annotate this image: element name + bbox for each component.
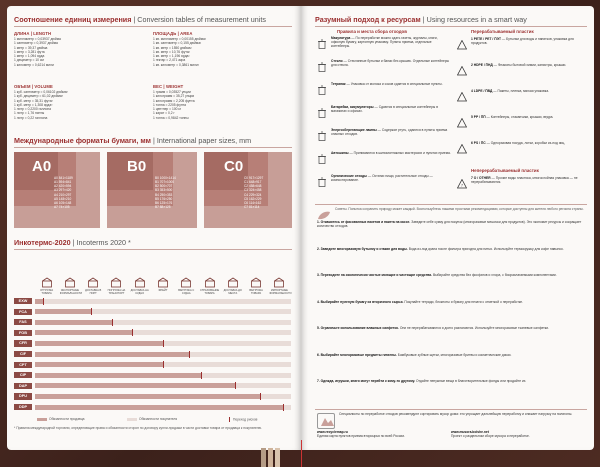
tip-text: Выбирайте средства без фосфатов и хлора, с биоразлагаемыми компонентами.	[432, 273, 557, 277]
waste-item-name: Батарейки, аккумуляторы	[331, 105, 374, 109]
tip-number: 2.	[317, 246, 320, 251]
plastic-item: 6 PS / ПС — Одноразовая посуда, лотки, коробки из-под яиц.	[471, 141, 566, 145]
plastic-code: 4 LDPE / ПВД	[471, 89, 493, 93]
tip-item	[317, 220, 585, 228]
tip-item	[317, 353, 585, 357]
buyer-obligation-bar	[260, 394, 291, 399]
plastic-item: 2 HDPE / ПНД — Флаконы бытовой химии, канистры, крышки.	[471, 63, 567, 67]
waste-item-name: Макулатура	[331, 36, 351, 40]
waste-category-icon	[317, 59, 327, 69]
waste-item: Органические отходы — Остатки пищи, растительные отходы — компостирование.	[331, 174, 433, 183]
seller-obligation-bar	[35, 405, 283, 410]
musora-link[interactable]: www.musora.bolshe.net	[451, 430, 489, 434]
incoterms-row	[14, 339, 288, 347]
incoterms-row	[14, 350, 288, 358]
plastic-item: 4 LDPE / ПВД — Пакеты, пленка, мягкая упаковка.	[471, 89, 550, 93]
length-table: 1 миллиметр = 0,03937 дюйма 1 сантиметр = 0,3937 дюйма 1 метр = 39,37 дюйма 1 метр = 3,281 фута 1 метр = 1,094 ярда 1 дециметр = 10 см 1 километр = 0,6214 мили	[14, 37, 61, 67]
tips-intro: Советы. Попытка сохранить природу может каждый. Воспользуйтесь нашими простыми рекомендациями, которые доступны для жителя любого региона страны.	[335, 207, 584, 211]
buyer-obligation-bar	[112, 320, 291, 325]
waste-item: Автошины — Принимаются в шиномонтажных мастерских и пунктах приема.	[331, 151, 451, 155]
footer-left: www.recyclemap.ru Единая карта пунктов приема вторсырья по всей России.	[317, 430, 406, 439]
incoterms-code: EXW	[14, 298, 32, 304]
recycle-7-icon	[457, 176, 467, 186]
footer-note: Специалисты по переработке отходов рекомендуют сортировать мусор дома: это упрощает дальнейшую переработку и снижает нагрузку на полигоны.	[339, 412, 573, 416]
left-page	[7, 6, 301, 450]
plastic-text: Контейнеры, стаканчики, крышки, ведра.	[490, 115, 554, 119]
waste-category-icon	[317, 174, 327, 184]
tip-heading: Заведите многоразовую бутылку и стакан для воды.	[320, 246, 408, 251]
incoterms-column-header: ПОГРУЗКА НА ТРАНСПОРТ	[107, 289, 126, 295]
tip-number: 6.	[317, 352, 320, 357]
right-page	[301, 6, 594, 450]
risk-transfer-marker	[260, 393, 261, 400]
incoterms-code: FCA	[14, 309, 32, 315]
risk-transfer-marker	[189, 351, 190, 358]
recycle-code-icon	[457, 63, 467, 73]
plastic-text: Бутылки для воды и напитков, упаковка для продуктов.	[471, 37, 574, 46]
plastic-heading: Перерабатываемый пластик	[471, 29, 534, 34]
seller-obligation-bar	[35, 320, 112, 325]
area-table: 1 кв. миллиметр = 0,00155 дюйма² 1 кв. сантиметр = 0,155 дюйма² 1 кв. метр = 1550 дюйма² 1 кв. метр = 10,76 фута² 1 кв. метр = 1,196 ярда² 1 гектар = 2,471 акра 1 кв. километр = 0,3861 мили²	[153, 37, 206, 67]
bookmark-ribbon	[275, 448, 280, 467]
recycle-code-icon	[457, 37, 467, 47]
incoterms-step-icon	[157, 276, 169, 288]
tip-number: 4.	[317, 299, 320, 304]
paper-b-label: B0	[127, 158, 147, 175]
seller-obligation-bar	[35, 394, 260, 399]
incoterms-step-icon	[250, 276, 262, 288]
plastic-item: 1 PETE / PET / ПЭТ — Бутылки для воды и напитков, упаковка для продуктов.	[471, 37, 574, 46]
waste-item-name: Органические отходы	[331, 174, 367, 178]
tip-heading: Выбирайте многоразовые предметы гигиены.	[320, 352, 397, 357]
paper-b-sizes: B0 1000×1414 B1 707×1000 B2 500×707 B3 353×500 B4 250×353 B5 176×250 B6 125×176 B7 88×125	[155, 176, 176, 210]
plastic-code: 1 PETE / PET / ПЭТ	[471, 37, 501, 41]
recycle-code-icon	[457, 141, 467, 151]
waste-heading: Правила и места сбора отходов	[337, 29, 407, 34]
paper-title: Международные форматы бумаги, мм | International paper sizes, mm	[14, 136, 252, 145]
incoterms-code: CIP	[14, 372, 32, 378]
plastic-code: 6 PS / ПС	[471, 141, 486, 145]
waste-category-icon	[317, 128, 327, 138]
buyer-obligation-bar	[283, 405, 291, 410]
paper-c-label: C0	[224, 158, 244, 175]
plastic-code: 5 PP / ПП	[471, 115, 486, 119]
buyer-obligation-bar	[91, 309, 291, 314]
waste-item-text: По переработке можно сдать газеты, журналы, книги, офисную бумагу, картонную упаковку. Пункты приема, отдельные контейнеры.	[331, 36, 438, 49]
buyer-obligation-bar	[132, 330, 291, 335]
waste-item: Батарейки, аккумуляторы — Сдаются в специальные контейнеры в магазинах и офисах.	[331, 105, 438, 114]
incoterms-row	[14, 403, 288, 411]
risk-transfer-marker	[112, 319, 113, 326]
waste-item-name: Стекло	[331, 59, 343, 63]
incoterms-column-header: ВЫГРУЗКА С СУДНА	[178, 289, 195, 295]
area-heading: ПЛОЩАДЬ | AREA	[153, 31, 193, 36]
tip-number: 5.	[317, 326, 320, 330]
waste-item-text: Стеклянные бутылки и банки без крышек. Отдельные контейнеры для стекла.	[331, 59, 450, 68]
bookmark-ribbon	[268, 448, 273, 467]
incoterms-code: FOB	[14, 330, 32, 336]
incoterms-footnote: * Правила международной торговли, определяющие права и обязанности сторон по договору купли-продажи в части доставки товара от продавца к покупателю.	[14, 426, 263, 430]
paper-c-series	[204, 152, 292, 228]
tip-text: Вода из-под крана после фильтра пригодна для питья. Используйте термокружку для кофе навынос.	[408, 246, 564, 251]
risk-transfer-marker	[283, 404, 284, 411]
legend-risk: Переход рисков	[229, 417, 257, 422]
incoterms-code: DDP	[14, 404, 32, 410]
tip-heading: Одежда, игрушки, книги могут перейти к кому-то другому.	[320, 379, 416, 383]
paper-a-sizes: A0 841×1189 A1 594×841 A2 420×594 A3 297×420 A4 210×297 A5 148×210 A6 105×148 A7 74×105	[54, 176, 73, 210]
waste-item-name: Тетрапак	[331, 82, 346, 86]
plastic-text: Одноразовая посуда, лотки, коробки из-под яиц.	[490, 141, 566, 145]
svg-text:7: 7	[461, 183, 463, 188]
incoterms-row	[14, 361, 288, 369]
risk-transfer-marker	[43, 298, 44, 305]
waste-category-icon	[317, 82, 327, 92]
tip-number: 7.	[317, 379, 320, 383]
seller-obligation-bar	[35, 341, 163, 346]
incoterms-column-header: ДОСТАВКА В ПОРТ	[85, 289, 102, 295]
seller-obligation-bar	[35, 362, 163, 367]
waste-category-icon	[317, 105, 327, 115]
tip-item	[317, 379, 585, 383]
incoterms-row	[14, 329, 288, 337]
incoterms-code: CPT	[14, 362, 32, 368]
incoterms-column-header: ФРЕЙТ	[158, 289, 168, 292]
incoterms-column-header: ЭКСПОРТНЫЕ ФОРМАЛЬНОСТИ	[59, 289, 83, 295]
tip-text: Покупайте тетради, блокноты и бумагу для печати с отметкой о переработке.	[404, 299, 524, 304]
waste-category-icon	[317, 36, 327, 46]
waste-item: Макулатура — По переработке можно сдать газеты, журналы, книги, офисную бумагу, картонную упаковку. Пункты приема, отдельные контейнеры.	[331, 36, 438, 49]
incoterms-step-icon	[41, 276, 53, 288]
incoterms-step-icon	[204, 276, 216, 288]
legend-buyer: Обязанности покупателя	[127, 417, 177, 421]
incoterms-code: FAS	[14, 319, 32, 325]
incoterms-step-icon	[134, 276, 146, 288]
map-icon	[317, 413, 335, 429]
plastic-code: 2 HDPE / ПНД	[471, 63, 493, 67]
incoterms-code: CIF	[14, 351, 32, 357]
tip-heading: Ограничьте использование влажных салфеток.	[320, 326, 399, 330]
risk-transfer-marker	[163, 361, 164, 368]
recycle-code-icon	[457, 115, 467, 125]
bookmark-ribbon	[261, 448, 266, 467]
incoterms-row	[14, 318, 288, 326]
waste-item: Стекло — Стеклянные бутылки и банки без крышек. Отдельные контейнеры для стекла.	[331, 59, 450, 68]
leaf-icon	[317, 207, 331, 216]
risk-transfer-marker	[163, 340, 164, 347]
incoterms-column-header: ИМПОРТНЫЕ ФОРМАЛЬНОСТИ	[269, 289, 292, 295]
paper-b-series	[107, 152, 197, 228]
buyer-obligation-bar	[43, 299, 291, 304]
waste-item-text: Остатки пищи, растительные отходы — компостирование.	[331, 174, 433, 183]
buyer-obligation-bar	[235, 383, 291, 388]
incoterms-row	[14, 308, 288, 316]
plastic-text: Флаконы бытовой химии, канистры, крышки.	[497, 63, 567, 67]
paper-a-label: A0	[32, 158, 52, 175]
risk-transfer-marker	[132, 329, 133, 336]
incoterms-step-icon	[227, 276, 239, 288]
waste-item-text: Принимаются в шиномонтажных мастерских и пунктах приема.	[353, 151, 451, 155]
waste-item-text: Содержат ртуть, сдаются в пункты приема опасных отходов.	[331, 128, 448, 137]
tip-text: Бамбуковые зубные щетки, многоразовые бритвы и косметические диски.	[397, 352, 512, 357]
waste-item-text: Упаковка от молока и соков сдается в специальные пункты.	[350, 82, 443, 86]
tip-text: Отдайте ненужные вещи в благотворительные фонды или продайте их.	[415, 379, 527, 383]
units-title: Соотношение единиц измерения | Conversion tables of measurement units	[14, 15, 266, 24]
resources-title: Разумный подход к ресурсам | Using resources in a smart way	[315, 15, 527, 24]
tip-number: 1.	[317, 220, 320, 224]
recyclemap-link[interactable]: www.recyclemap.ru	[317, 430, 348, 434]
paper-a-series	[14, 152, 100, 228]
volume-table: 1 куб. сантиметр = 0,06102 дюйма³ 1 куб. дециметр = 61,02 дюйма³ 1 куб. метр = 35,31 фута³ 1 куб. метр = 1,308 ярда³ 1 литр = 0,2200 галлона 1 литр = 1,76 пинты 1 литр = 0,22 галлона	[14, 90, 68, 120]
tip-item	[317, 247, 585, 251]
incoterms-code: DAP	[14, 383, 32, 389]
paper-c-sizes: C0 917×1297 C1 648×917 C2 458×648 C3 324×458 C4 229×324 C5 162×229 C6 114×162 C7 81×114	[244, 176, 264, 210]
nonplastic-item: 7 O / OTHER — Прочие виды пластика, многослойная упаковка — не перерабатываются.	[471, 176, 578, 185]
tip-number: 3.	[317, 273, 320, 277]
incoterms-row	[14, 297, 288, 305]
waste-item: Энергосберегающие лампы — Содержат ртуть, сдаются в пункты приема опасных отходов.	[331, 128, 448, 137]
seller-obligation-bar	[35, 309, 91, 314]
incoterms-step-icon	[87, 276, 99, 288]
volume-heading: ОБЪЕМ | VOLUME	[14, 84, 53, 89]
seller-obligation-bar	[35, 383, 235, 388]
incoterms-row	[14, 382, 288, 390]
incoterms-step-icon	[180, 276, 192, 288]
incoterms-column-header: ОТГРУЗКА ТОВАРА	[40, 289, 54, 295]
incoterms-step-icon	[273, 276, 285, 288]
tip-item	[317, 326, 585, 330]
waste-category-icon	[317, 151, 327, 161]
waste-item-text: Сдаются в специальные контейнеры в магазинах и офисах.	[331, 105, 438, 114]
tip-item	[317, 300, 585, 304]
incoterms-step-icon	[110, 276, 122, 288]
incoterms-column-header: ДОСТАВКА НА СУДНО	[130, 289, 149, 295]
buyer-obligation-bar	[201, 373, 291, 378]
waste-item-name: Автошины	[331, 151, 349, 155]
plastic-text: Пакеты, пленка, мягкая упаковка.	[497, 89, 550, 93]
recycle-code-icon	[457, 89, 467, 99]
weight-table: 1 грамм = 0,03527 унции 1 килограмм = 35,27 унции 1 килограмм = 2,205 фунта 1 тонна = 2205 фунта 1 центнер = 100 кг 1 карат = 0,2 г 1 тонна = 0,9842 тонны	[153, 90, 195, 120]
risk-transfer-marker	[91, 308, 92, 315]
tip-heading: Переходите на экологически чистые моющие и чистящие средства.	[320, 273, 433, 277]
legend-seller: Обязанности продавца	[37, 417, 85, 421]
plastic-item: 5 PP / ПП — Контейнеры, стаканчики, крышки, ведра.	[471, 115, 554, 119]
buyer-obligation-bar	[189, 352, 291, 357]
incoterms-column-header: ВЫГРУЗКА ТОВАРА	[249, 289, 263, 295]
seller-obligation-bar	[35, 299, 43, 304]
length-heading: ДЛИНА | LENGTH	[14, 31, 52, 36]
footer-right: www.musora.bolshe.net Проект о раздельном сборе мусора и переработке.	[451, 430, 530, 439]
risk-transfer-marker	[201, 372, 202, 379]
risk-transfer-marker	[235, 382, 236, 389]
waste-item-name: Энергосберегающие лампы	[331, 128, 377, 132]
tip-text: Они не перерабатываются и долго разлагаются. Используйте многоразовые тканевые салфетки.	[399, 326, 549, 330]
incoterms-code: DPU	[14, 393, 32, 399]
spine-marker	[301, 440, 302, 467]
tip-item	[317, 273, 585, 277]
buyer-obligation-bar	[163, 341, 291, 346]
tip-heading: Выбирайте пуленую бумагу из вторичного сырья.	[320, 299, 404, 304]
tip-text: Заведите себе сумку для покупок (многоразовые мешочки для продуктов). Это экономит ресурсы и сокращает количество отходов.	[317, 220, 582, 229]
incoterms-step-icon	[64, 276, 76, 288]
incoterms-title: Инкотермс-2020 | Incoterms 2020 *	[14, 238, 131, 247]
buyer-obligation-bar	[163, 362, 291, 367]
tip-heading: Откажитесь от фасованных пакетов и пакета на кассе.	[320, 220, 411, 224]
nonplastic-heading: Неперерабатываемый пластик	[471, 168, 539, 173]
weight-heading: ВЕС | WEIGHT	[153, 84, 184, 89]
incoterms-code: CFR	[14, 340, 32, 346]
seller-obligation-bar	[35, 352, 189, 357]
incoterms-row	[14, 392, 288, 400]
waste-item: Тетрапак — Упаковка от молока и соков сдается в специальные пункты.	[331, 82, 443, 86]
incoterms-column-header: ДОСТАВКА ДО МЕСТА	[223, 289, 242, 295]
seller-obligation-bar	[35, 330, 132, 335]
incoterms-column-header: СТРАХОВАНИЕ ТОВАРА	[199, 289, 220, 295]
seller-obligation-bar	[35, 373, 201, 378]
incoterms-row	[14, 371, 288, 379]
